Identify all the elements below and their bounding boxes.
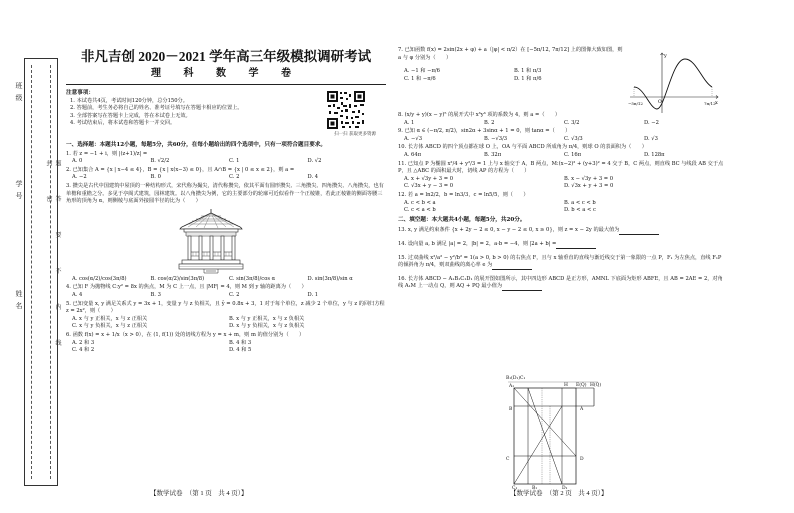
- svg-text:E(Q): E(Q): [576, 383, 587, 388]
- svg-text:B₁(D₁)C₁: B₁(D₁)C₁: [506, 376, 526, 381]
- qr-caption: 扫一扫 获取更多资源: [334, 132, 376, 137]
- svg-text:O: O: [658, 100, 662, 105]
- svg-text:C₁: C₁: [512, 486, 518, 491]
- question-stem: 16. 长方体 ABCD − A₁B₁C₁D₁ 的展开图如图所示，其中四边形 ABCD 是正方形，AMNL 下底面为矩形 ABFE，且 AB = 2AE = 2，对角线 A₁M 上一动点 Q，则 AQ + PQ 最小值为: [398, 275, 723, 290]
- option: D. x 与 y 负相关，x 与 z 负相关: [229, 323, 305, 330]
- svg-text:D: D: [580, 457, 584, 462]
- question-options: [398, 200, 724, 215]
- notes-block: [66, 90, 386, 142]
- option: D. √3x + y + 3 = 0: [564, 183, 614, 190]
- footer-page-1: 【数学试卷 （第 1 页 共 4 页）】: [150, 490, 248, 497]
- answer-blank[interactable]: [502, 285, 542, 291]
- option: D. 128π: [644, 151, 665, 158]
- notes-item: 2. 答题前，考生务必将自己的姓名、准考证号填写在答题卡相应的位置上。: [70, 105, 243, 112]
- question-10: [398, 144, 724, 159]
- option: C. 4 和 2: [72, 347, 95, 354]
- notes-title: 注意事项：: [66, 90, 94, 96]
- question-stem: 7. 已知函数 f(x) = 2sin(2x + φ) + a（|φ| < π/2）在 [−5π/12, 7π/12] 上的图像大致如图，则 a 与 φ 分别为（ ）: [398, 47, 623, 61]
- option: D. sin(3π/8)/sin α: [307, 275, 353, 282]
- option: B. 1 和 π/3: [514, 68, 542, 75]
- question-stem: 4. 已知 F 为抛物线 C:y² = 8x 的焦点，M 为 C 上一点，且 |MF| = 4，则 M 到 y 轴的距离为（ ）: [66, 284, 307, 291]
- svg-text:H: H: [564, 383, 568, 388]
- question-stem: 8. (x/y + y)(x − y)⁵ 的展开式中 x³y³ 项的系数为 4，则 a =（ ）: [398, 112, 561, 118]
- question-options: [398, 176, 724, 191]
- question-options: [66, 292, 386, 300]
- answer-blank[interactable]: [492, 264, 532, 270]
- question-options: [66, 174, 386, 182]
- svg-text:H(Q): H(Q): [590, 383, 602, 388]
- option: C. c < a < b: [404, 207, 436, 214]
- question-stem: 1. 若 z = −1 + i，则 |(z+1)/z| =: [66, 150, 148, 157]
- notes-item: 1. 本试卷共4页，考试时间120分钟，总分150分。: [70, 97, 188, 104]
- question-stem: 6. 函数 f(x) = x + 1/x（x > 0），在 (1, f(1)) 处的切线方程为 y = x + m，则 m 的值分别为（ ）: [66, 331, 305, 338]
- option: B. cos(α/2)/sin(3π/8): [150, 275, 205, 282]
- exam-title: 非凡吉创 2020－2021 学年高三年级模拟调研考试: [80, 49, 372, 64]
- svg-text:A₁: A₁: [509, 384, 515, 389]
- option: B. 3: [150, 291, 161, 298]
- question-stem: 5. 已知变量 x, y 满足关系式 y = 3x + 1，变量 y 与 z 负相关，且 ŷ = 0.8x + 3，1 对于每个单位，z 减少 2 个单位，y 与 z 的回归方程 z = 2x²，则（ ）: [66, 300, 385, 315]
- right-column: [398, 46, 724, 506]
- section-fill-heading: 二、填空题：本大题共4小题，每题5分，共20分。: [398, 216, 526, 223]
- option: C. sin(3π/8)/cos α: [229, 275, 276, 282]
- option: A. −2: [72, 174, 87, 181]
- question-13: [398, 227, 724, 235]
- question-options: [66, 340, 386, 355]
- question-options: [66, 158, 386, 166]
- question-stem: 2. 已知集合 A = {x | x−4 ≤ 4}，B = {x | x(x−3) ≤ 0}，且 A∩B = {x | 0 ≤ x ≤ 2}，则 a =: [66, 166, 295, 173]
- option: A. 64π: [404, 151, 422, 158]
- svg-text:7π/12: 7π/12: [704, 101, 716, 106]
- option: A. x + √3y + 3 = 0: [404, 175, 454, 182]
- question-7: [398, 47, 724, 111]
- answer-blank[interactable]: [556, 243, 596, 249]
- svg-text:A: A: [580, 407, 584, 412]
- option: C. 16π: [564, 151, 582, 158]
- pavilion-figure-icon: [176, 208, 246, 274]
- answer-blank[interactable]: [619, 229, 659, 235]
- option: A. 2 和 3: [72, 339, 95, 346]
- question-stem: 3. 攒尖是古代中国建筑中屋顶的一种结构形式，宋代称为撮尖，清代称攒尖，依其平面有圆形攒尖、三角攒尖、四角攒尖、八角攒尖，也有单檐和重檐之分。多见于亭阁式建筑，园林建筑。以八角攒尖为例，它的主要部分的轮廓可近似看作一个正棱锥，若此正棱锥的侧面等腰三角形的顶角为 α，则侧棱与底面外接圆半径的比为（ ）: [66, 182, 384, 205]
- question-stem: 15. 过双曲线 x²/a² − y²/b² = 1(a > 0, b > 0) 的右焦点 F，且与 x 轴垂直的直线与渐近线交于第一象限的一点 P，F₁ 为左焦点，直线 F₁P 的倾斜角为 π/4，则双曲线的离心率 e 为: [398, 254, 722, 269]
- question-14: [398, 241, 724, 249]
- svg-text:B: B: [509, 407, 513, 412]
- cube-net-figure-icon: [506, 374, 602, 492]
- section-choice-heading: 一、选择题：本题共12小题，每题5分，共60分，在每小题给出的四个选项中，只有一项符合题目要求。: [66, 142, 326, 148]
- option: B. x − √3y + 3 = 0: [564, 175, 614, 182]
- option: D. 4 和 5: [229, 347, 252, 354]
- option: C. 3/2: [564, 119, 580, 126]
- question-3: [66, 183, 386, 283]
- svg-text:y: y: [664, 53, 667, 59]
- question-5: [66, 301, 386, 331]
- binding-label-4: 号: [15, 192, 23, 199]
- question-stem: 11. 已知点 P 为椭圆 x²/4 + y²/3 = 1 上与 x 轴交于 A，B 两点，M:(x−2)² + (y+3)² = 4 交于 B，C 两点，则直线 BC 与线段 AB 交于点 P，且 △ABC 的面积最大时，切线 AP 的方程为（ ）: [398, 160, 724, 175]
- option: D. b < a < c: [564, 207, 596, 214]
- question-options: [66, 276, 386, 284]
- notes-item: 4. 考试结束后，将本试卷和答题卡一并交回。: [70, 120, 176, 127]
- question-11: [398, 161, 724, 191]
- question-15: [398, 255, 724, 270]
- binding-label-6: 名: [15, 302, 23, 309]
- option: C. √3/3: [564, 135, 583, 142]
- question-6: [66, 332, 386, 355]
- question-options: [398, 136, 724, 144]
- seal-text: 题 答 要 不 内 线 封 密: [45, 160, 61, 360]
- option: C. 2: [229, 291, 240, 298]
- sine-graph-figure-icon: [628, 51, 720, 115]
- option: B. 4 和 3: [229, 339, 252, 346]
- option: D. 1: [307, 291, 319, 298]
- option: D. √2: [307, 158, 322, 165]
- option: D. 1 和 π/6: [514, 75, 542, 82]
- svg-text:C: C: [506, 457, 510, 462]
- question-options: [66, 316, 386, 331]
- question-options: [398, 68, 624, 83]
- option: A. −1 和 −π/6: [404, 68, 440, 75]
- option: B. 0: [150, 174, 161, 181]
- svg-text:x: x: [715, 100, 718, 106]
- binding-label-3: 学: [15, 180, 23, 187]
- question-stem: 13. x, y 满足约束条件 {x + 2y − 2 ≤ 0, x − y − 2 ≤ 0, x ≥ 0}，则 z = x − 2y 的最大值为: [398, 227, 620, 234]
- question-options: [398, 152, 724, 160]
- option: C. √3x + y − 3 = 0: [404, 183, 454, 190]
- question-9: [398, 128, 724, 143]
- option: C. 1: [229, 158, 240, 165]
- option: B. √2/2: [150, 158, 170, 165]
- option: A. x 与 y 正相关，x 与 z 正相关: [72, 315, 148, 322]
- option: B. −√3/3: [484, 135, 508, 142]
- question-1: [66, 151, 386, 166]
- option: B. a < c < b: [564, 199, 596, 206]
- exam-subtitle: 理 科 数 学 卷: [151, 68, 301, 79]
- svg-text:B₁: B₁: [532, 486, 538, 491]
- notes-item: 3. 全部答案写在答题卡上完成，答在本试卷上无效。: [70, 112, 191, 119]
- option: B. 32π: [484, 151, 502, 158]
- option: D. −2: [644, 119, 659, 126]
- question-stem: 9. 已知 α ∈ (−π/2, π/2)，sin2α + 3sinα + 1 = 0，则 tanα =（ ）: [398, 128, 571, 135]
- option: B. x 与 y 正相关，x 与 z 负相关: [229, 315, 305, 322]
- option: A. cos(α/2)/cos(3π/8): [72, 275, 127, 282]
- question-stem: 14. 设向量 a, b 满足 |a| = 2，|b| = 2，a·b = −4，则 |2a + b| =: [398, 240, 557, 247]
- binding-inner-lines: [31, 65, 51, 479]
- option: A. −√3: [404, 135, 422, 142]
- question-16: [398, 276, 724, 291]
- svg-text:−5π/12: −5π/12: [628, 101, 643, 106]
- svg-text:D₁: D₁: [562, 486, 568, 491]
- footer-page-2: 【数学试卷 （第 2 页 共 4 页）】: [510, 490, 608, 497]
- qr-code-icon[interactable]: [326, 90, 366, 130]
- left-column: [66, 46, 386, 506]
- question-options: [398, 120, 724, 128]
- title-rule: [66, 84, 386, 85]
- option: A. 0: [72, 158, 83, 165]
- option: D. 4: [307, 174, 319, 181]
- binding-label-1: 班: [15, 82, 23, 89]
- question-2: [66, 167, 386, 182]
- option: C. 1 和 −π/6: [404, 75, 436, 82]
- binding-label-5: 姓: [15, 290, 23, 297]
- binding-label-2: 级: [15, 94, 23, 101]
- option: A. 4: [72, 291, 83, 298]
- question-12: [398, 192, 724, 215]
- option: A. 1: [404, 119, 415, 126]
- option: C. 2: [229, 174, 240, 181]
- option: C. x 与 y 负相关，x 与 z 正相关: [72, 323, 148, 330]
- option: A. c < b < a: [404, 199, 436, 206]
- question-4: [66, 284, 386, 299]
- option: B. 2: [484, 119, 495, 126]
- question-stem: 12. 若 a = ln2/2，b = ln3/3，c = ln5/5，则（ ）: [398, 191, 529, 198]
- question-stem: 10. 长方体 ABCD 的四个顶点都在球 O 上，OA 与平面 ABCD 所成角为 π/4，则球 O 的表面积为（ ）: [398, 144, 647, 151]
- option: D. √3: [644, 135, 658, 142]
